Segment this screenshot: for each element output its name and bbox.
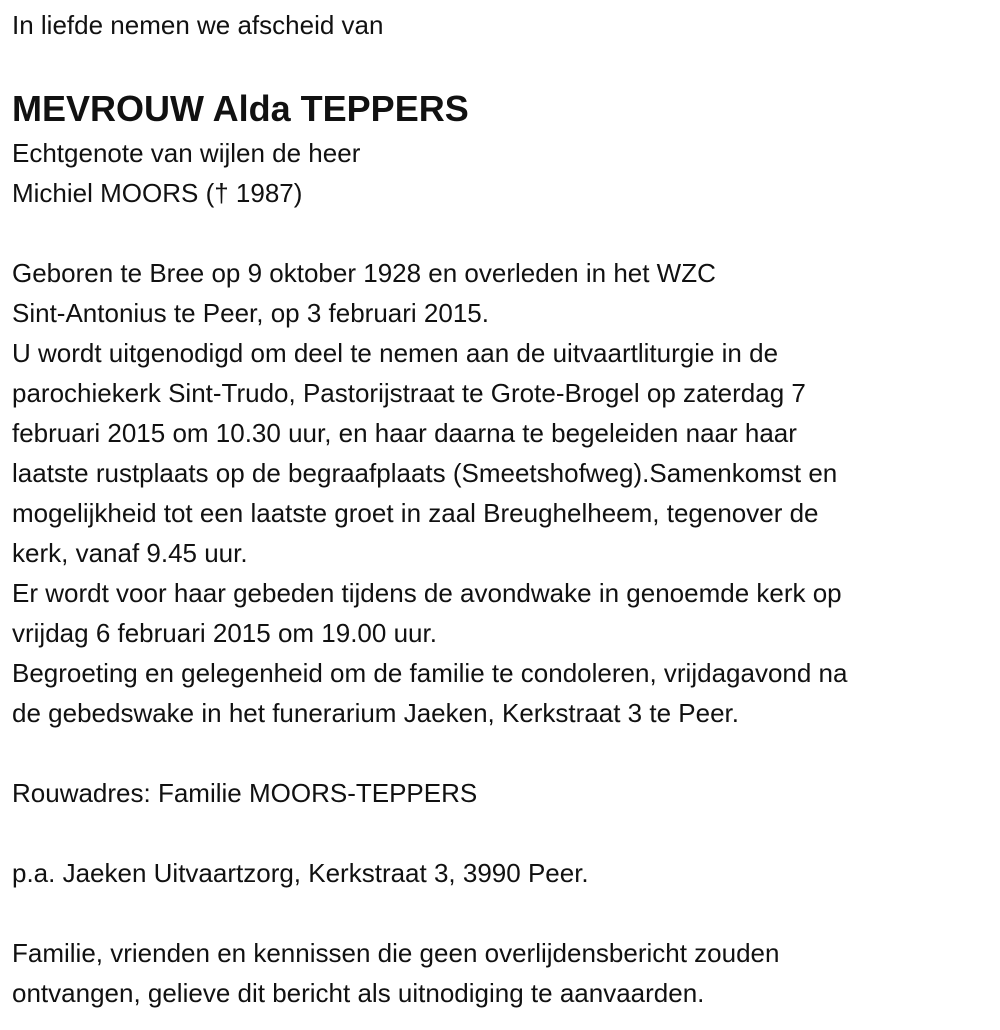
body-line: parochiekerk Sint-Trudo, Pastorijstraat te Grote-Brogel op zaterdag 7 [12, 378, 806, 408]
body-line: kerk, vanaf 9.45 uur. [12, 538, 248, 568]
body-line: mogelijkheid tot een laatste groet in zaal Breughelheem, tegenover de [12, 498, 819, 528]
closing-line: Familie, vrienden en kennissen die geen overlijdensbericht zouden [12, 938, 780, 968]
spouse-line: Echtgenote van wijlen de heer [12, 138, 361, 168]
body-line: de gebedswake in het funerarium Jaeken, Kerkstraat 3 te Peer. [12, 698, 739, 728]
mourning-address: Rouwadres: Familie MOORS-TEPPERS [12, 778, 478, 808]
closing-line: ontvangen, gelieve dit bericht als uitnodiging te aanvaarden. [12, 978, 705, 1008]
body-line: Begroeting en gelegenheid om de familie te condoleren, vrijdagavond na [12, 658, 848, 688]
obituary-notice [12, 5, 847, 1013]
spacer [12, 893, 847, 933]
spacer [12, 733, 847, 773]
body-line: Geboren te Bree op 9 oktober 1928 en overleden in het WZC [12, 258, 716, 288]
spacer [12, 213, 847, 253]
body-line: februari 2015 om 10.30 uur, en haar daarna te begeleiden naar haar [12, 418, 797, 448]
body-line: U wordt uitgenodigd om deel te nemen aan de uitvaartliturgie in de [12, 338, 779, 368]
spacer [12, 45, 847, 85]
body-line: laatste rustplaats op de begraafplaats (Smeetshofweg).Samenkomst en [12, 458, 838, 488]
body-line: Er wordt voor haar gebeden tijdens de avondwake in genoemde kerk op [12, 578, 842, 608]
intro-text: In liefde nemen we afscheid van [12, 10, 384, 40]
spouse-line: Michiel MOORS († 1987) [12, 178, 303, 208]
care-of-address: p.a. Jaeken Uitvaartzorg, Kerkstraat 3, 3990 Peer. [12, 858, 589, 888]
deceased-name: MEVROUW Alda TEPPERS [12, 88, 469, 129]
spacer [12, 813, 847, 853]
body-line: vrijdag 6 februari 2015 om 19.00 uur. [12, 618, 437, 648]
body-line: Sint-Antonius te Peer, op 3 februari 2015. [12, 298, 489, 328]
